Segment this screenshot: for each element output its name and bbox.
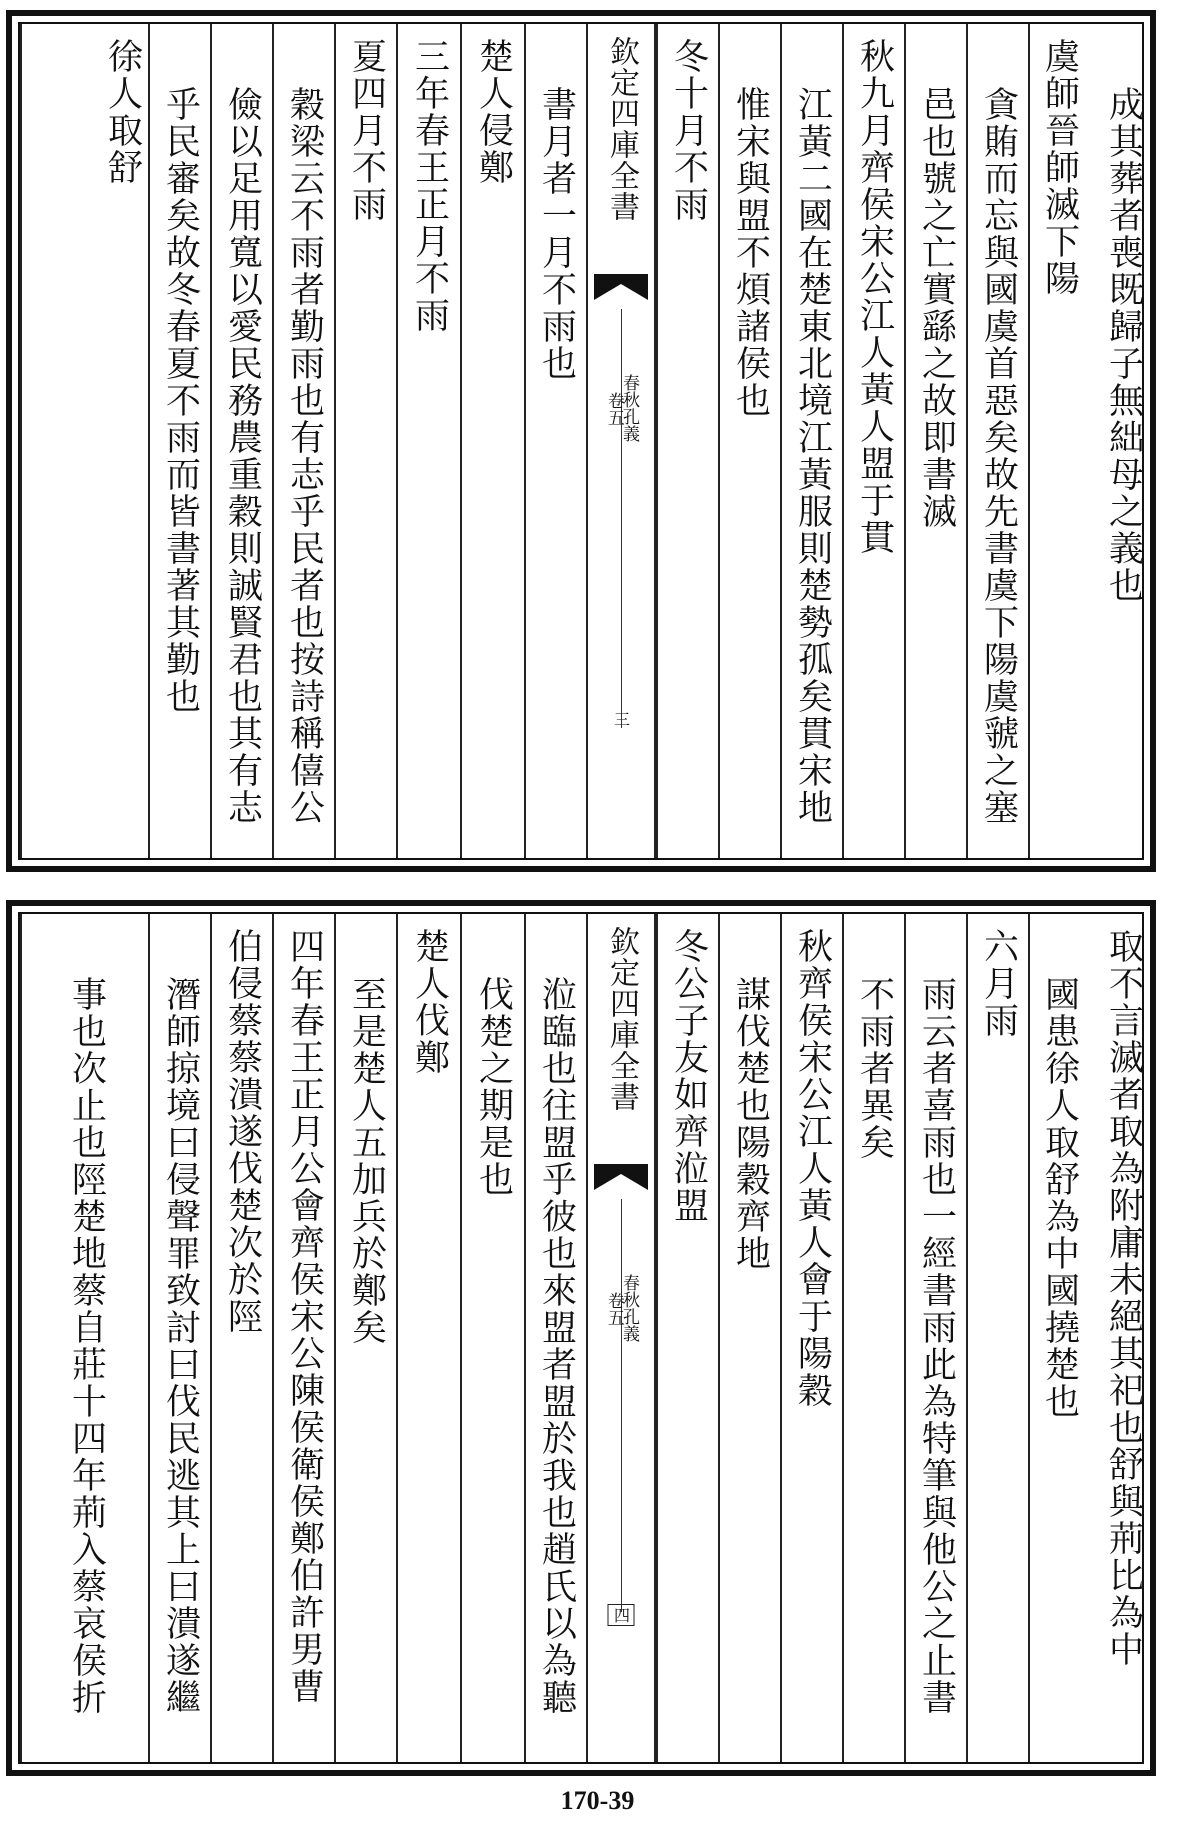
column-text: 事也次止也陘楚地蔡自莊十四年荊入蔡哀侯折 <box>66 976 107 1716</box>
text-column <box>210 24 272 858</box>
column-text: 成其葬者喪既歸子無絀母之義也 <box>1103 86 1144 604</box>
column-text: 三年春王正月不雨 <box>409 38 450 334</box>
column-text: 楚人伐鄭 <box>409 928 450 1076</box>
text-column <box>1088 914 1158 1762</box>
text-column <box>524 914 586 1762</box>
column-text: 貪賄而忘與國虞首惡矣故先書虞下陽虞虢之塞 <box>978 86 1019 826</box>
column-text: 潛師掠境曰侵聲罪致討曰伐民逃其上曰潰遂繼 <box>160 976 201 1716</box>
text-column <box>210 914 272 1762</box>
center-fold-column <box>586 24 656 858</box>
fishtail-ornament <box>594 1164 648 1190</box>
text-column <box>334 24 396 858</box>
text-column <box>20 24 148 858</box>
text-column <box>904 914 966 1762</box>
column-text: 不雨者異矣 <box>854 976 895 1161</box>
column-text: 伯侵蔡蔡潰遂伐楚次於陘 <box>222 928 263 1335</box>
fishtail-ornament <box>594 274 648 300</box>
book-title: 春秋孔義 <box>619 374 640 442</box>
text-column <box>460 914 524 1762</box>
text-column <box>780 24 842 858</box>
column-text: 書月者一月不雨也 <box>536 86 577 382</box>
column-text: 至是楚人五加兵於鄭矣 <box>346 976 387 1346</box>
text-column <box>904 24 966 858</box>
column-text: 謀伐楚也陽穀齊地 <box>730 976 771 1272</box>
text-column <box>718 24 780 858</box>
column-text: 夏四月不雨 <box>346 38 387 223</box>
book-series-title: 欽定四庫全書 <box>604 926 639 1112</box>
text-column <box>460 24 524 858</box>
text-column <box>1028 24 1088 858</box>
column-text: 惟宋與盟不煩諸侯也 <box>730 86 771 419</box>
text-column <box>272 914 334 1762</box>
text-column <box>396 24 460 858</box>
center-rule <box>621 309 622 728</box>
column-text: 穀梁云不雨者勤雨也有志乎民者也按詩稱僖公 <box>284 86 325 826</box>
column-text: 江黃二國在楚東北境江黃服則楚勢孤矣貫宋地 <box>792 86 833 826</box>
book-title: 春秋孔義 <box>619 1274 640 1342</box>
column-text: 取不言滅者取為附庸未絕其祀也舒與荊比為中 <box>1103 928 1144 1668</box>
text-column <box>334 914 396 1762</box>
page-footer-label: 170-39 <box>560 1786 635 1815</box>
top-page-frame <box>18 22 1144 860</box>
text-column <box>1028 914 1088 1762</box>
column-text: 邑也號之亡實繇之故即書滅 <box>916 86 957 530</box>
column-text: 國患徐人取舒為中國撓楚也 <box>1039 976 1080 1420</box>
top-page-panel <box>6 10 1156 872</box>
column-text: 冬公子友如齊涖盟 <box>668 928 709 1224</box>
bottom-page-frame <box>18 912 1144 1764</box>
text-column <box>842 24 904 858</box>
chapter-label: 卷五 <box>603 392 624 426</box>
text-column <box>656 914 718 1762</box>
column-text: 秋九月齊侯宋公江人黃人盟于貫 <box>854 38 895 556</box>
book-series-title: 欽定四庫全書 <box>604 36 639 222</box>
text-column <box>396 914 460 1762</box>
text-column <box>966 914 1028 1762</box>
text-column <box>1088 24 1158 858</box>
column-text: 伐楚之期是也 <box>473 976 514 1198</box>
text-column <box>966 24 1028 858</box>
text-column <box>718 914 780 1762</box>
page-number: 三 <box>611 711 631 727</box>
column-text: 徐人取舒 <box>102 38 143 186</box>
text-column <box>780 914 842 1762</box>
column-text: 雨云者喜雨也一經書雨此為特筆與他公之止書 <box>916 976 957 1716</box>
column-text: 儉以足用寬以愛民務農重穀則誠賢君也其有志 <box>222 86 263 826</box>
column-text: 冬十月不雨 <box>668 38 709 223</box>
column-text: 秋齊侯宋公江人黃人會于陽穀 <box>792 928 833 1409</box>
column-text: 楚人侵鄭 <box>473 38 514 186</box>
text-column <box>20 914 148 1762</box>
text-column <box>148 914 210 1762</box>
text-column <box>272 24 334 858</box>
column-text: 四年春王正月公會齊侯宋公陳侯衛侯鄭伯許男曹 <box>284 928 325 1705</box>
column-text: 乎民審矣故冬春夏不雨而皆書著其勤也 <box>160 86 201 715</box>
center-rule <box>621 1199 622 1612</box>
column-text: 涖臨也往盟乎彼也來盟者盟於我也趙氏以為聽 <box>536 976 577 1716</box>
text-column <box>524 24 586 858</box>
column-text: 六月雨 <box>978 928 1019 1039</box>
text-column <box>842 914 904 1762</box>
center-fold-column <box>586 914 656 1762</box>
bottom-page-panel <box>6 900 1156 1776</box>
text-column <box>656 24 718 858</box>
text-column <box>148 24 210 858</box>
page-number: 四 <box>608 1604 635 1626</box>
column-text: 虞師晉師滅下陽 <box>1039 38 1080 297</box>
chapter-label: 卷五 <box>603 1292 624 1326</box>
